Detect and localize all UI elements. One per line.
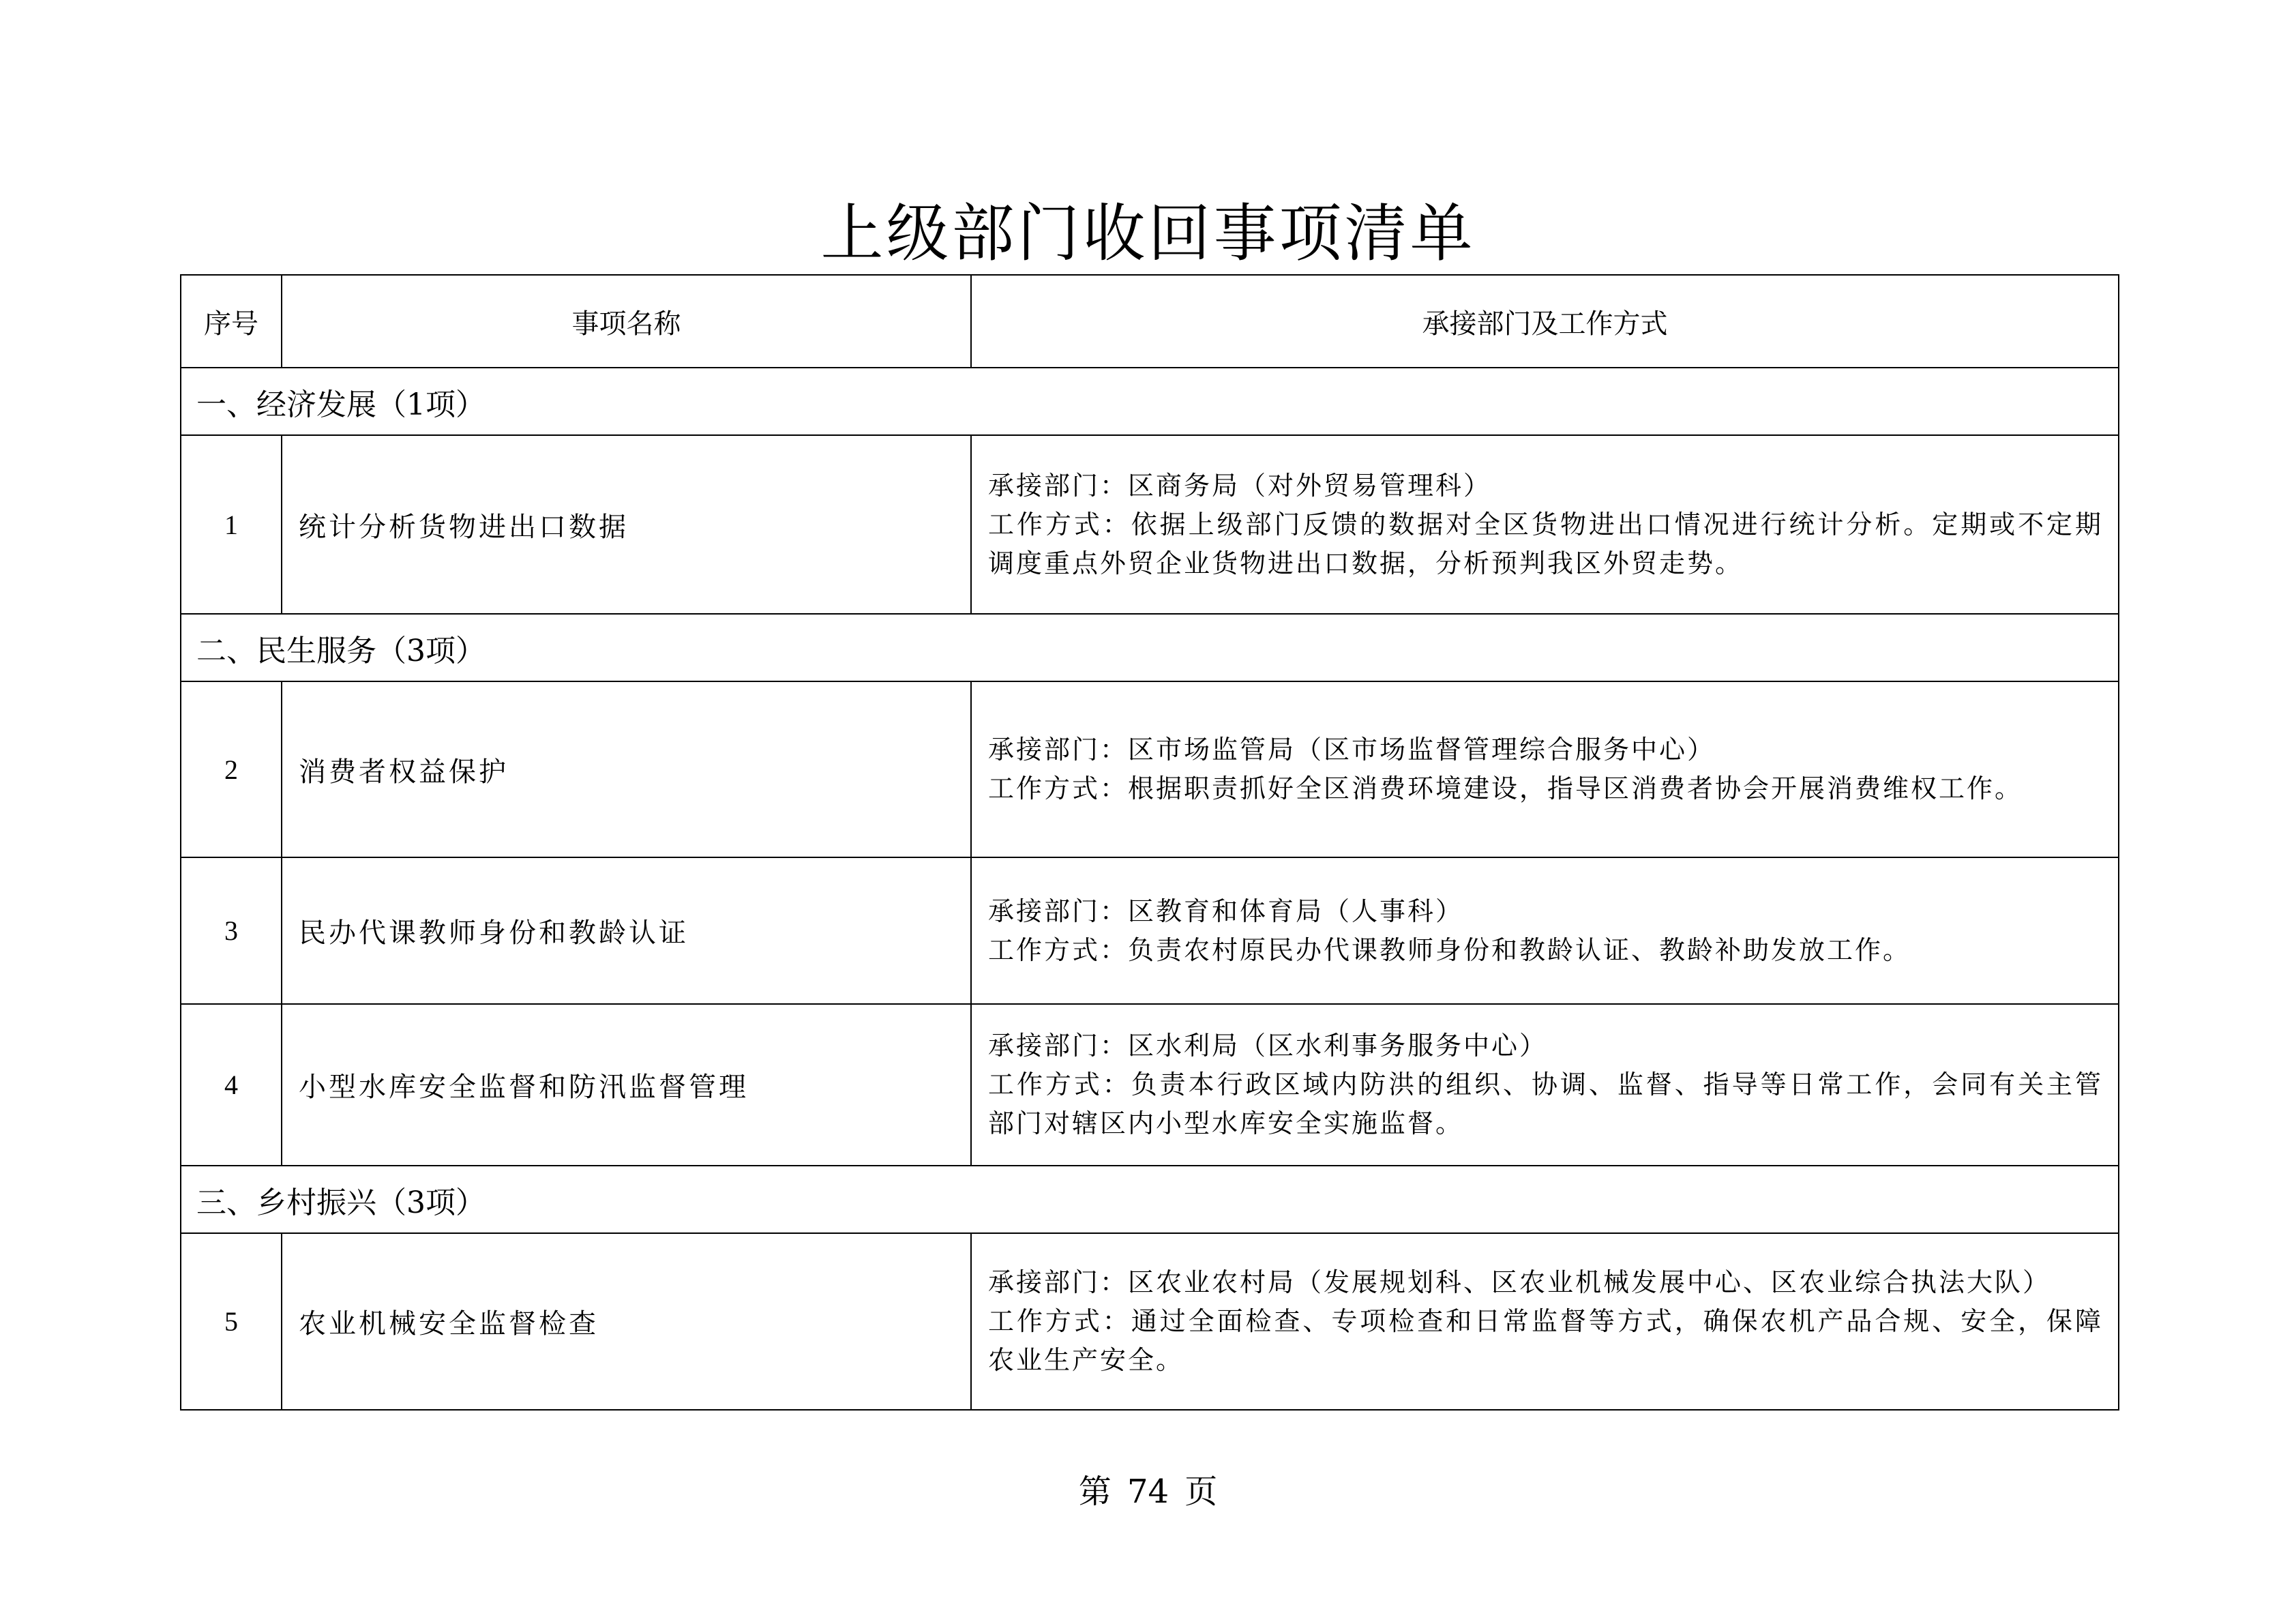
- item-dept: 承接部门：区市场监管局（区市场监督管理综合服务中心）: [988, 735, 1716, 765]
- item-name: 民办代课教师身份和教龄认证: [282, 857, 971, 1004]
- header-dept: 承接部门及工作方式: [971, 275, 2119, 368]
- item-dept: 承接部门：区水利局（区水利事务服务中心）: [988, 1031, 1548, 1061]
- item-method: 工作方式：根据职责抓好全区消费环境建设，指导区消费者协会开展消费维权工作。: [988, 773, 2023, 803]
- item-name: 消费者权益保护: [282, 681, 971, 857]
- section-heading: 三、乡村振兴（3项）: [181, 1166, 2119, 1233]
- item-dept-method: [971, 435, 2119, 614]
- section-heading: 二、民生服务（3项）: [181, 614, 2119, 681]
- section-heading: 一、经济发展（1项）: [181, 368, 2119, 435]
- item-dept-method: [971, 1233, 2119, 1410]
- item-dept: 承接部门：区商务局（对外贸易管理科）: [988, 470, 1492, 501]
- table-row: [181, 1004, 2119, 1166]
- item-method: 工作方式：依据上级部门反馈的数据对全区货物进出口情况进行统计分析。定期或不定期调度重点外贸企业货物进出口数据，分析预判我区外贸走势。: [988, 509, 2103, 578]
- page-number: 第 74 页: [1078, 1473, 1218, 1511]
- item-method: 工作方式：通过全面检查、专项检查和日常监督等方式，确保农机产品合规、安全，保障农业生产安全。: [988, 1306, 2103, 1375]
- item-dept-method: [971, 1004, 2119, 1166]
- table-row: [181, 857, 2119, 1004]
- item-number: 4: [181, 1004, 282, 1166]
- table-row: [181, 435, 2119, 614]
- item-name: 统计分析货物进出口数据: [282, 435, 971, 614]
- item-number: 5: [181, 1233, 282, 1410]
- page-title: 上级部门收回事项清单: [820, 197, 1476, 270]
- section-row-economy: [181, 368, 2119, 435]
- item-number: 1: [181, 435, 282, 614]
- table-header-row: [181, 275, 2119, 368]
- item-dept-method: [971, 857, 2119, 1004]
- item-dept: 承接部门：区教育和体育局（人事科）: [988, 896, 1464, 926]
- header-name: 事项名称: [282, 275, 971, 368]
- item-method: 工作方式：负责本行政区域内防洪的组织、协调、监督、指导等日常工作，会同有关主管部门对辖区内小型水库安全实施监督。: [988, 1069, 2103, 1138]
- item-number: 3: [181, 857, 282, 1004]
- item-name: 农业机械安全监督检查: [282, 1233, 971, 1410]
- section-row-livelihood: [181, 614, 2119, 681]
- item-method: 工作方式：负责农村原民办代课教师身份和教龄认证、教龄补助发放工作。: [988, 934, 1911, 965]
- table-row: [181, 681, 2119, 857]
- section-row-rural: [181, 1166, 2119, 1233]
- item-dept-method: [971, 681, 2119, 857]
- item-dept: 承接部门：区农业农村局（发展规划科、区农业机械发展中心、区农业综合执法大队）: [988, 1267, 2051, 1297]
- header-no: 序号: [181, 275, 282, 368]
- item-number: 2: [181, 681, 282, 857]
- item-name: 小型水库安全监督和防汛监督管理: [282, 1004, 971, 1166]
- table-row: [181, 1233, 2119, 1410]
- items-table: [180, 274, 2119, 1411]
